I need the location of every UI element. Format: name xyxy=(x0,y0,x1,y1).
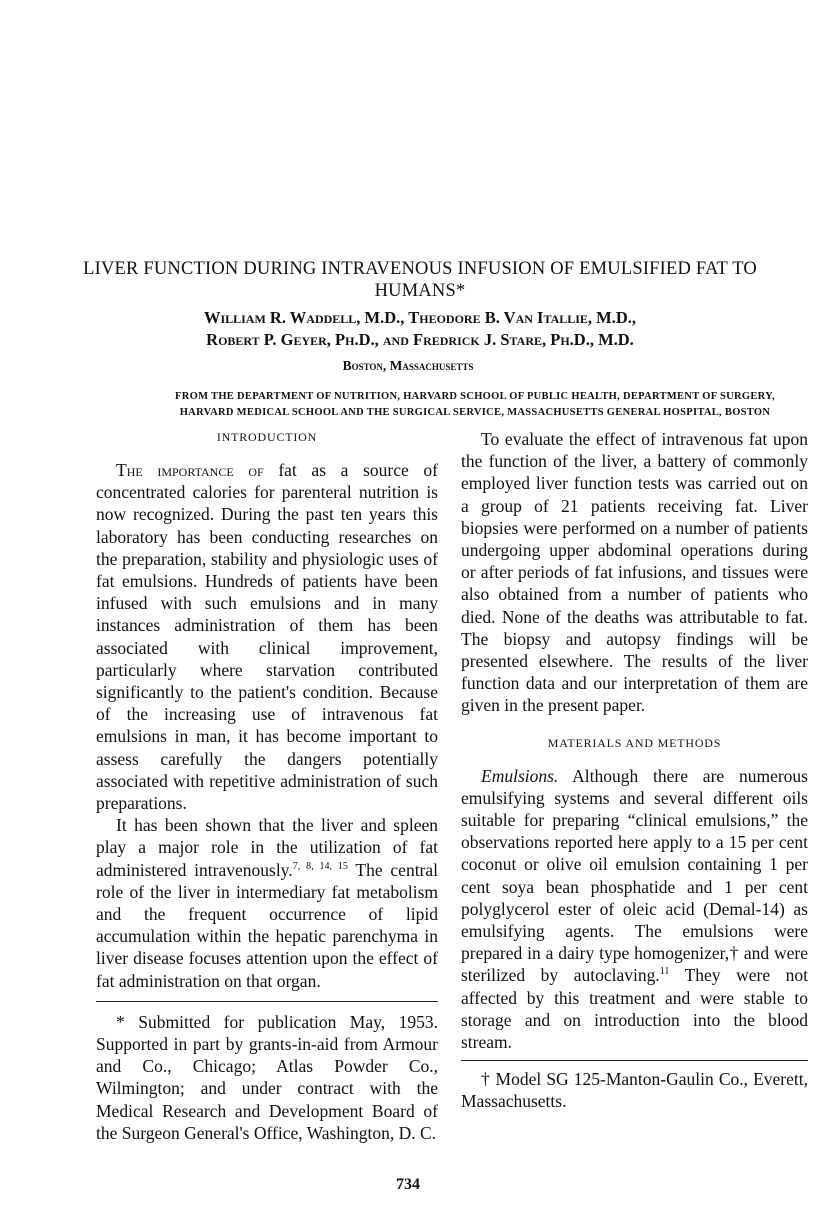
right-column xyxy=(461,428,808,1113)
intro-paragraph-2-text-a: It has been shown that the liver and spleen play a major role in the utilization of fat administered intravenously. xyxy=(96,815,438,880)
left-column xyxy=(96,428,438,1144)
authors-line-2: Robert P. Geyer, Ph.D., and Fredrick J. Stare, Ph.D., M.D. xyxy=(206,330,634,349)
reference-superscript: 7, 8, 14, 15 xyxy=(292,860,348,872)
affiliation: FROM THE DEPARTMENT OF NUTRITION, HARVARD SCHOOL OF PUBLIC HEALTH, DEPARTMENT OF SURGERY, HARVARD MEDICAL SCHOOL AND THE SURGICAL SERVICE, MASSACHUSETTS GENERAL HOSPITAL, BOSTON xyxy=(175,391,775,418)
footnote-divider xyxy=(96,1001,438,1002)
emulsions-label: Emulsions. xyxy=(481,765,559,786)
emulsions-paragraph xyxy=(461,765,808,1054)
intro-paragraph-1-text: fat as a source of concentrated calories for parenteral nutrition is now recognized. During the past ten years this laboratory has been conducting researches on the preparation, stability and physiologic uses of fat emulsions. Hundreds of patients have been infused with such emulsions and in many instances administration of them has been associated with clinical improvement, particularly where starvation contributed significantly to the patient's condition. Because of the increasing use of intravenous fat emulsions in man, it has become important to assess carefully the dangers potentially associated with repetitive administration of such preparations. xyxy=(96,460,438,814)
introduction-heading: INTRODUCTION xyxy=(216,430,318,444)
reference-superscript: 11 xyxy=(659,966,670,978)
page-number: 734 xyxy=(396,1176,420,1193)
intro-lead-words: The importance of xyxy=(116,460,264,480)
author-list xyxy=(60,307,780,351)
footnote-submission: * Submitted for publication May, 1953. Supported in part by grants-in-aid from Armour and Co., Chicago; Atlas Powder Co., Wilmington; and under contract with the Medical Research and Development Board of the Surgeon General's Office, Washington, D. C. xyxy=(96,1011,438,1143)
authors-line-1: William R. Waddell, M.D., Theodore B. Van Itallie, M.D., xyxy=(203,308,637,327)
location: Boston, Massachusetts xyxy=(342,358,474,373)
intro-paragraph-2 xyxy=(96,814,438,992)
dagger-mark: † xyxy=(729,943,739,964)
emulsions-text-a: Although there are numerous emulsifying systems and several different oils suitable for preparing “clinical emulsions,” the observations reported here apply to a 15 per cent coconut or olive oil emulsion containing 1 per cent soya bean phosphatide and 1 per cent polyglycerol ester of oleic acid (Demal-14) as emulsifying agents. The emulsions were prepared in a dairy type homogenizer, xyxy=(461,765,808,964)
intro-paragraph-2-text-b: The central role of the liver in intermediary fat metabolism and the frequent occurrence of lipid accumulation within the hepatic parenchyma in liver disease focuses attention upon the effect of fat administration on that organ. xyxy=(96,859,439,991)
evaluation-paragraph: To evaluate the effect of intravenous fat upon the function of the liver, a battery of commonly employed liver function tests was carried out on a group of 21 patients receiving fat. Liver biopsies were performed on a number of patients undergoing upper abdominal operations during or after periods of fat infusions, and tissues were also obtained from a number of patients who died. None of the deaths was attributable to fat. The biopsy and autopsy findings will be presented elsewhere. The results of the liver function data and our interpretation of them are given in the present paper. xyxy=(461,429,808,716)
footnote-divider xyxy=(461,1060,808,1061)
footnote-homogenizer: † Model SG 125-Manton-Gaulin Co., Everett, Massachusetts. xyxy=(461,1069,808,1112)
emulsions-text-c: They were not affected by this treatment and were stable to storage and on introduction into the blood stream. xyxy=(461,965,808,1053)
intro-paragraph-1 xyxy=(96,459,438,814)
article-title: LIVER FUNCTION DURING INTRAVENOUS INFUSION OF EMULSIFIED FAT TO HUMANS* xyxy=(83,259,757,301)
materials-methods-heading: MATERIALS AND METHODS xyxy=(547,735,722,750)
emulsions-text-b: and were sterilized by autoclaving. xyxy=(461,943,808,986)
